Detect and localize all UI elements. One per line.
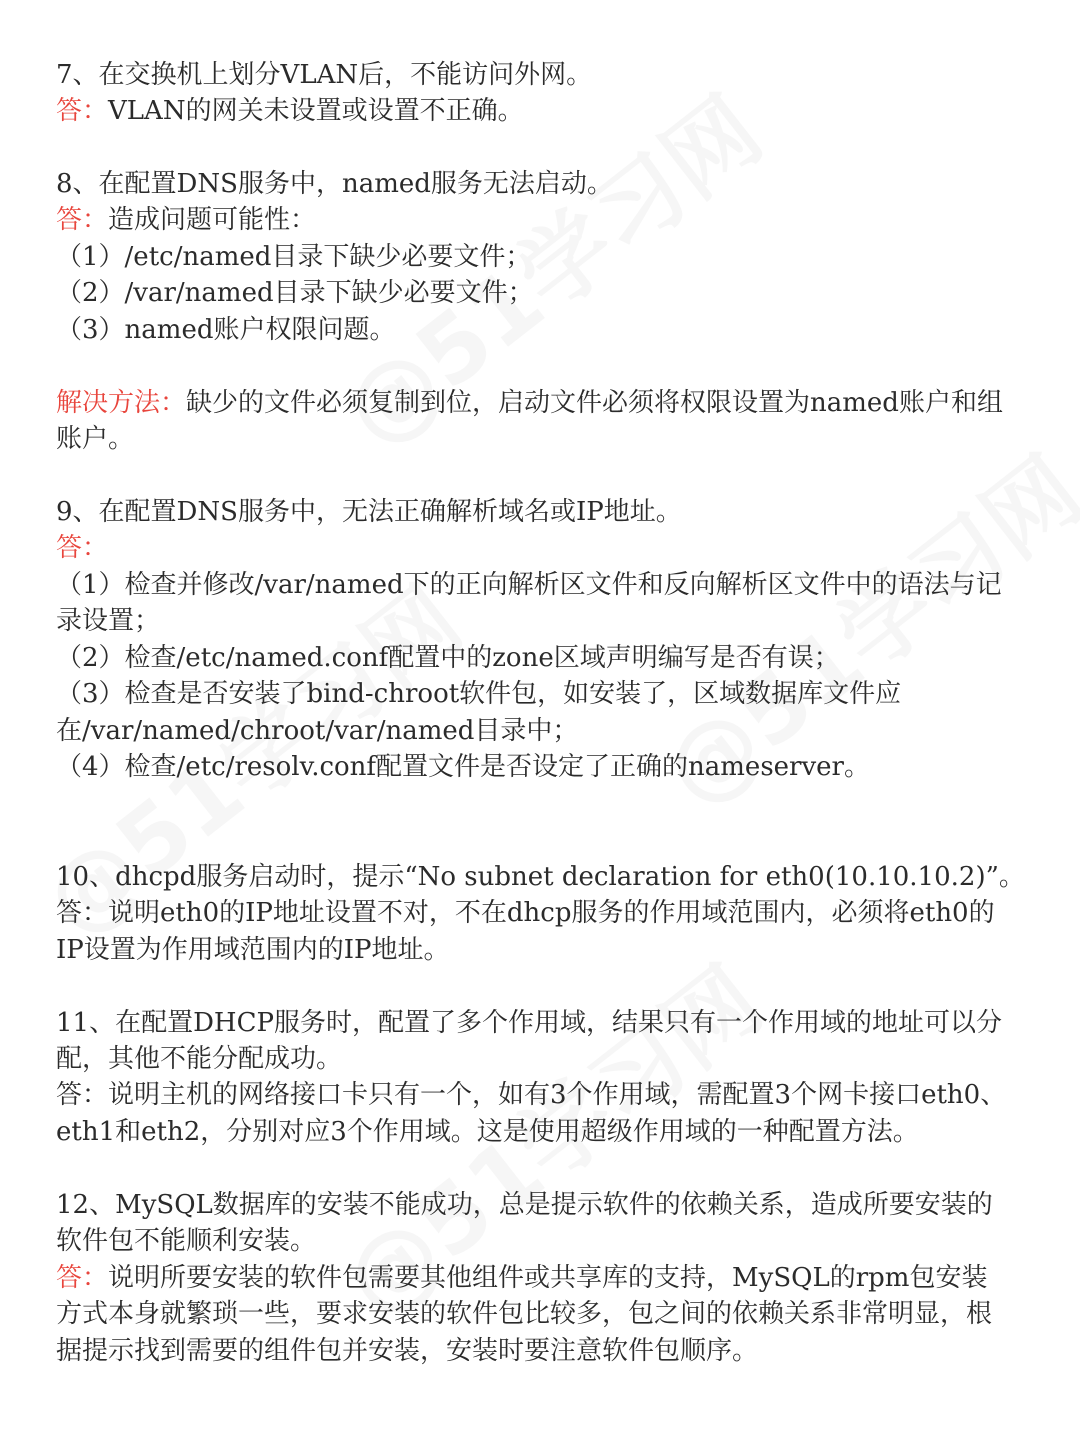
answer-9 [56,530,1026,567]
solution-label: 解决方法： [56,388,187,418]
solution-8: 解决方法：缺少的文件必须复制到位，启动文件必须将权限设置为named账户和组 [56,388,1003,418]
question-12: 12、MySQL数据库的安装不能成功，总是提示软件的依赖关系，造成所要安装的 [56,1190,993,1220]
solution-8-cont: 账户。 [56,424,135,454]
list-item: （3）检查是否安装了bind-chroot软件包，如安装了，区域数据库文件应 [56,679,902,709]
answer-12-cont: 方式本身就繁琐一些，要求安装的软件包比较多，包之间的依赖关系非常明显，根 [56,1299,993,1329]
question-8: 8、在配置DNS服务中，named服务无法启动。 [56,169,613,199]
list-item-cont: 在/var/named/chroot/var/named目录中； [56,716,579,746]
question-7: 7、在交换机上划分VLAN后，不能访问外网。 [56,60,593,90]
question-12-cont: 软件包不能顺利安装。 [56,1226,317,1256]
question-11-cont: 配，其他不能分配成功。 [56,1044,343,1074]
list-item: （1）检查并修改/var/named下的正向解析区文件和反向解析区文件中的语法与记 [56,570,1002,600]
question-9: 9、在配置DNS服务中，无法正确解析域名或IP地址。 [56,497,682,527]
answer-label: 答： [56,205,109,235]
list-item: （4）检查/etc/resolv.conf配置文件是否设定了正确的nameserver。 [56,752,870,782]
answer-label: 答： [56,533,109,563]
list-item: （2）检查/etc/named.conf配置中的zone区域声明编写是否有误； [56,643,840,673]
answer-8: 答：造成问题可能性： [56,205,317,235]
list-item: （3）named账户权限问题。 [56,315,396,345]
answer-11: 答：说明主机的网络接口卡只有一个，如有3个作用域，需配置3个网卡接口eth0、 [56,1080,1007,1110]
list-item: （1）/etc/named目录下缺少必要文件； [56,242,532,272]
answer-label: 答： [56,96,109,126]
answer-12-cont: 据提示找到需要的组件包并安装，安装时要注意软件包顺序。 [56,1336,759,1366]
answer-10-cont: IP设置为作用域范围内的IP地址。 [56,935,450,965]
answer-7: 答：VLAN的网关未设置或设置不正确。 [56,96,524,126]
list-item-cont: 录设置； [56,606,161,636]
question-11: 11、在配置DHCP服务时，配置了多个作用域，结果只有一个作用域的地址可以分 [56,1008,1002,1038]
answer-10: 答：说明eth0的IP地址设置不对，不在dhcp服务的作用域范围内，必须将eth0的 [56,898,995,928]
answer-12: 答：说明所要安装的软件包需要其他组件或共享库的支持，MySQL的rpm包安装 [56,1263,988,1293]
question-10: 10、dhcpd服务启动时，提示“No subnet declaration for eth0(10.10.10.2)”。 [56,862,1025,892]
answer-11-cont: eth1和eth2，分别对应3个作用域。这是使用超级作用域的一种配置方法。 [56,1117,919,1147]
answer-label: 答： [56,1263,109,1293]
list-item: （2）/var/named目录下缺少必要文件； [56,278,534,308]
